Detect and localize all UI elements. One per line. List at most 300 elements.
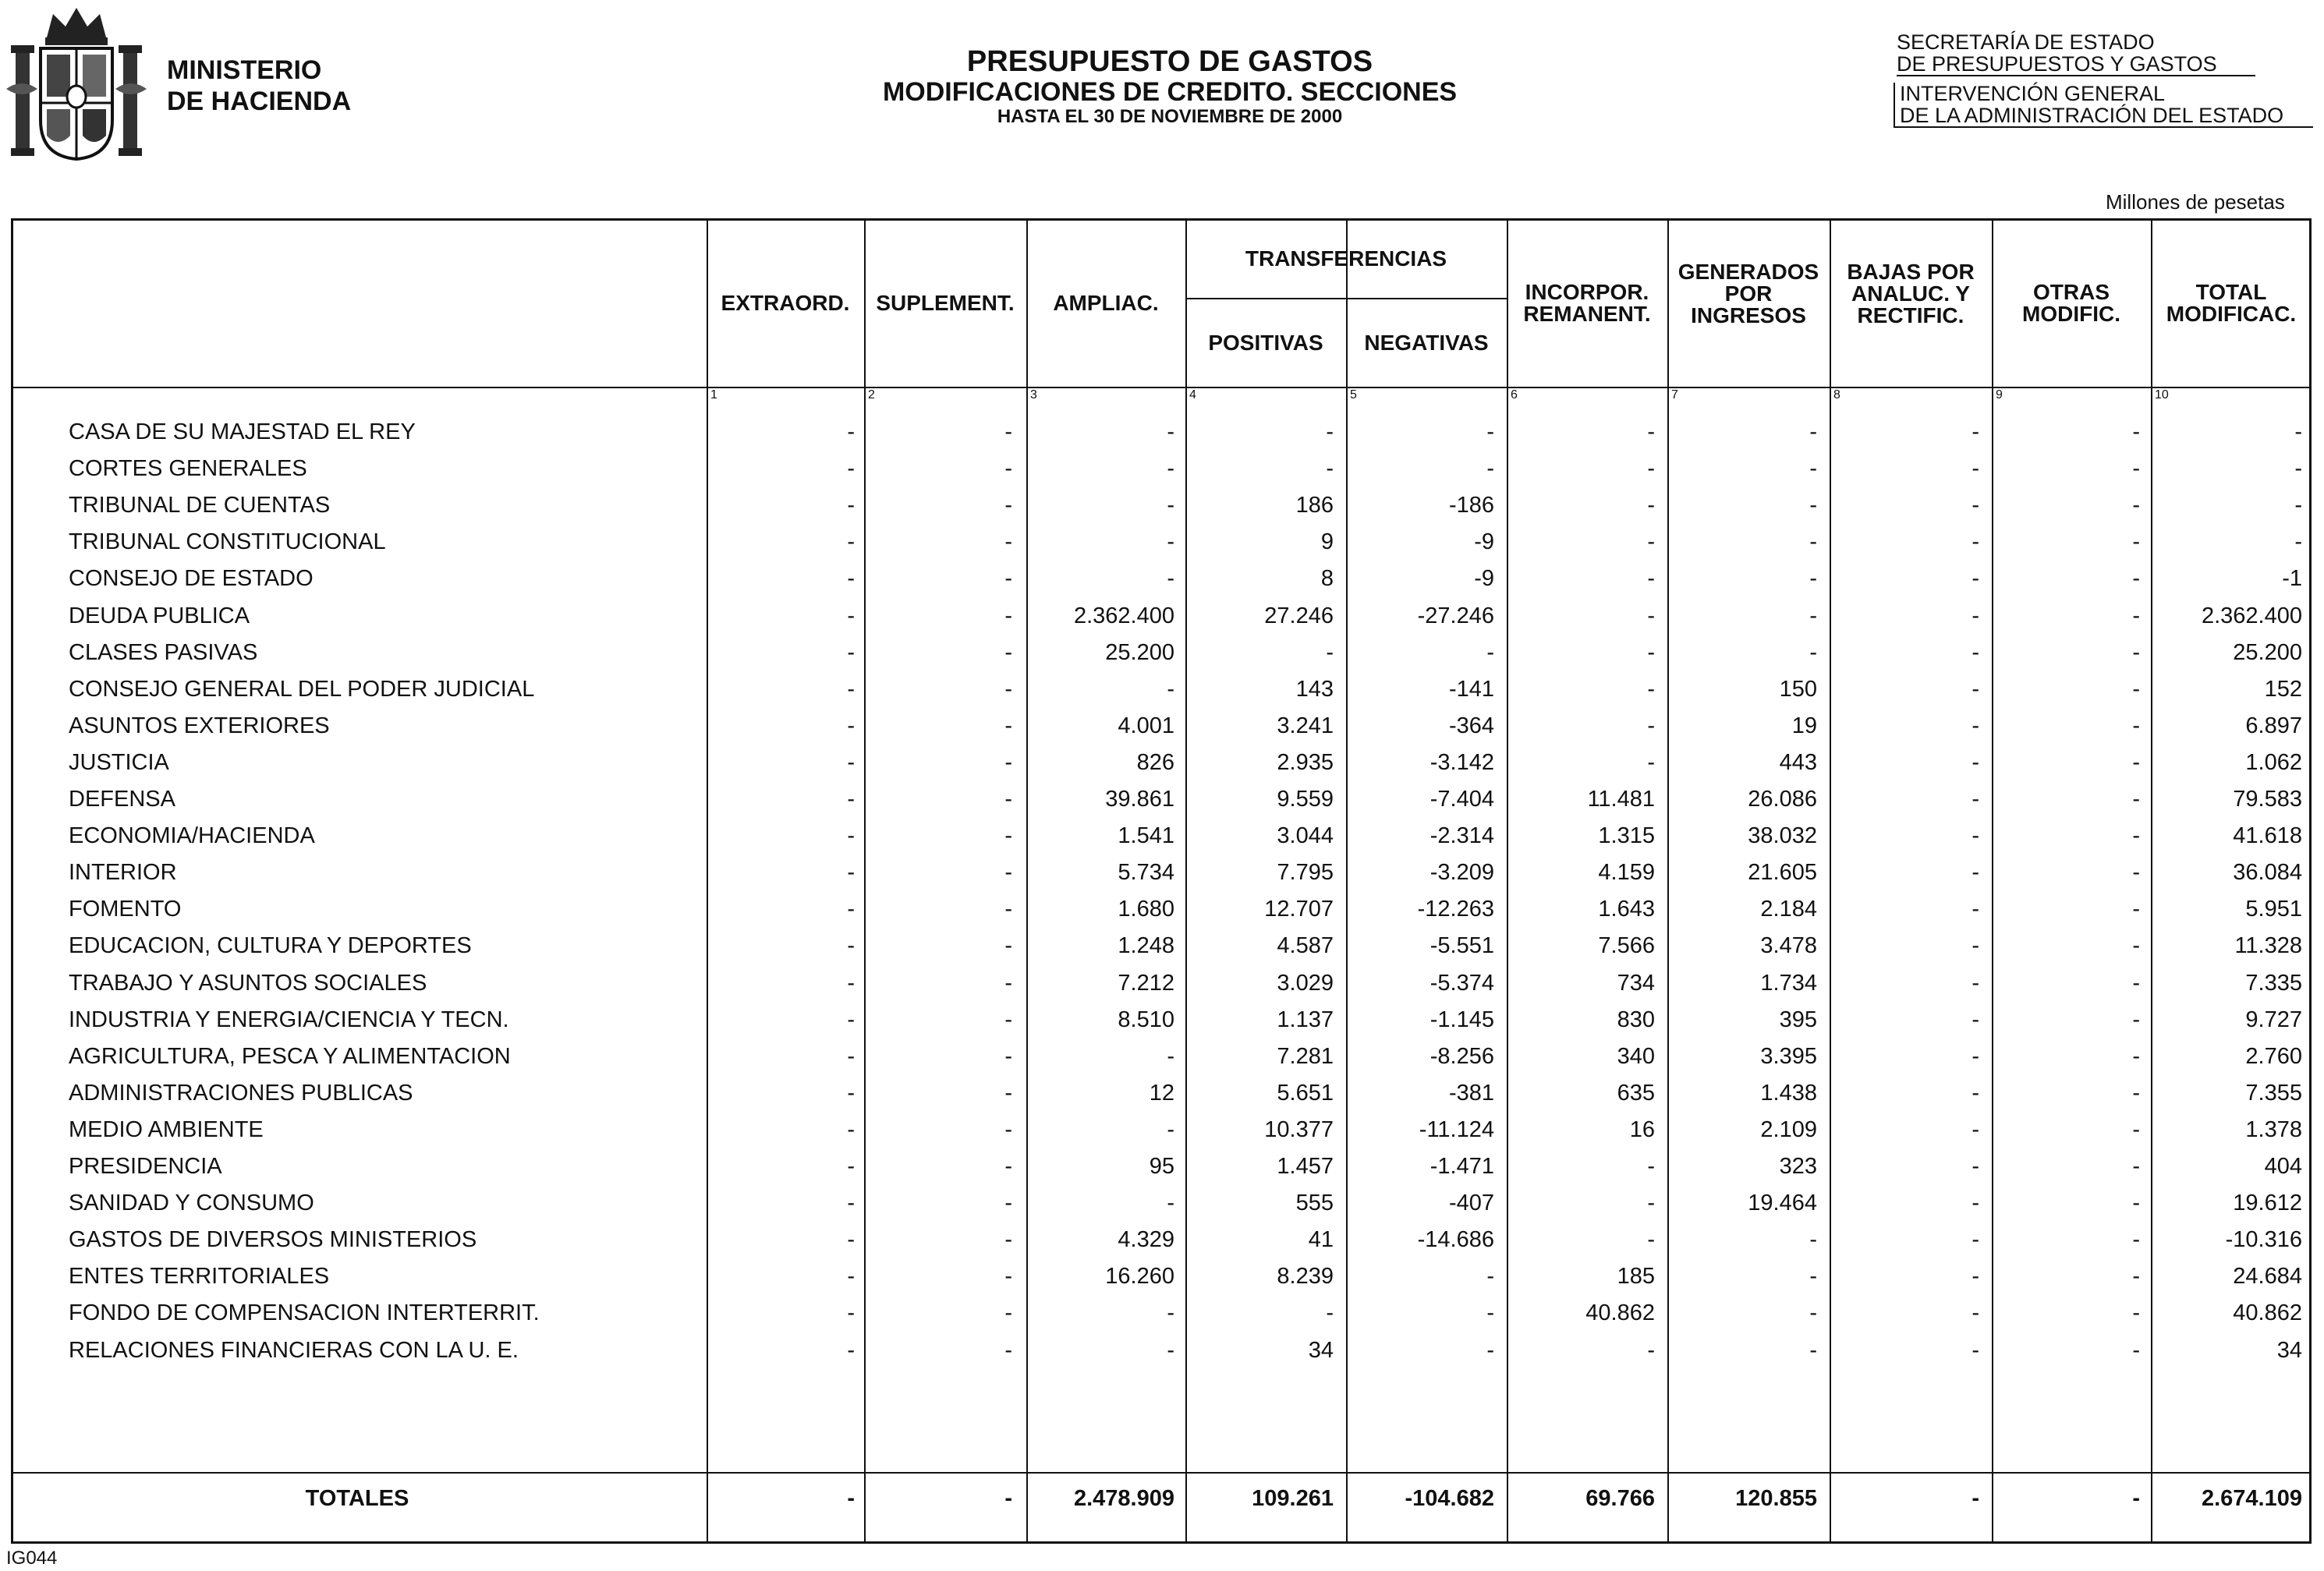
table-cell: 95 [1149, 1154, 1174, 1179]
header-total-modificac [2151, 220, 2312, 387]
table-cell: 4.001 [1118, 713, 1174, 738]
table-cell: - [1647, 676, 1655, 702]
table-cell: 19.612 [2233, 1191, 2302, 1216]
header-otras-modific [1992, 220, 2151, 387]
table-cell: 19 [1791, 713, 1817, 738]
table-cell: - [1809, 456, 1817, 482]
header-ampliac-label: AMPLIAC. [1053, 291, 1159, 315]
table-cell: 3.478 [1760, 933, 1817, 959]
table-cell: 12.707 [1264, 897, 1334, 922]
table-cell: - [1972, 566, 1979, 592]
table-cell: 4.329 [1118, 1227, 1174, 1253]
table-cell: - [1167, 456, 1174, 482]
table-cell: 340 [1617, 1043, 1655, 1069]
table-cell: - [1972, 1043, 1979, 1069]
table-cell: 8.239 [1277, 1264, 1334, 1290]
totals-cell: - [1972, 1486, 1979, 1511]
header-bajas-line-1: BAJAS POR [1847, 260, 1975, 284]
table-cell: 555 [1295, 1191, 1334, 1216]
column-number: 2 [868, 388, 875, 402]
header-suplement [864, 220, 1026, 387]
table-cell: - [847, 419, 855, 444]
row-label: CASA DE SU MAJESTAD EL REY [69, 419, 416, 444]
table-cell: 26.086 [1748, 787, 1817, 812]
row-label: TRABAJO Y ASUNTOS SOCIALES [69, 970, 427, 996]
secretaria-line-2: DE PRESUPUESTOS Y GASTOS [1897, 53, 2255, 76]
table-cell: - [1647, 1337, 1655, 1363]
header-transferencias [1185, 220, 1507, 298]
table-cell: 734 [1617, 970, 1655, 996]
header-generados-line-1: GENERADOS [1677, 260, 1819, 284]
header-otras-line-1: OTRAS [2033, 280, 2110, 304]
table-cell: - [1647, 603, 1655, 628]
header-extraord [707, 220, 864, 387]
table-cell: - [2132, 933, 2140, 959]
table-cell: 8 [1320, 566, 1334, 592]
table-cell: - [1004, 713, 1012, 738]
table-cell: 5.951 [2245, 897, 2302, 922]
table-cell: - [1004, 1191, 1012, 1216]
intervencion-line-1: INTERVENCIÓN GENERAL [1900, 82, 2166, 105]
table-cell: 39.861 [1105, 787, 1174, 812]
table-cell: - [1972, 1227, 1979, 1253]
table-cell: - [2132, 1337, 2140, 1363]
table-cell: - [1647, 639, 1655, 665]
table-cell: - [1972, 529, 1979, 555]
table-cell: - [1167, 1116, 1174, 1142]
table-cell: - [847, 970, 855, 996]
table-cell: - [1972, 860, 1979, 886]
table-cell: 36.084 [2233, 860, 2302, 886]
table-cell: 34 [1308, 1337, 1334, 1363]
header-bajas-por-analuc [1830, 220, 1992, 368]
row-label: TRIBUNAL CONSTITUCIONAL [69, 529, 386, 555]
header-incorpor-line-2: REMANENT. [1523, 302, 1651, 326]
table-cell: 635 [1617, 1080, 1655, 1106]
table-cell: 4.587 [1277, 933, 1334, 959]
header-transferencias-label: TRANSFERENCIAS [1245, 246, 1447, 271]
table-cell: - [1486, 456, 1494, 482]
row-label: ASUNTOS EXTERIORES [69, 713, 330, 738]
column-number: 10 [2155, 388, 2169, 402]
table-cell: - [1809, 529, 1817, 555]
header-suplement-label: SUPLEMENT. [876, 291, 1015, 315]
table-cell: - [1972, 970, 1979, 996]
totals-cell: - [2132, 1486, 2140, 1511]
totals-cell: 109.261 [1252, 1486, 1334, 1511]
table-cell: 9.727 [2245, 1007, 2302, 1032]
table-cell: - [2132, 749, 2140, 775]
table-cell: - [1972, 713, 1979, 738]
table-cell: 12 [1149, 1080, 1174, 1106]
table-cell: - [1004, 897, 1012, 922]
row-label: EDUCACION, CULTURA Y DEPORTES [69, 933, 472, 959]
table-cell: - [1647, 1154, 1655, 1179]
table-cell: - [2132, 493, 2140, 518]
report-title: PRESUPUESTO DE GASTOS [966, 45, 1373, 78]
table-cell: 1.315 [1598, 823, 1655, 849]
table-cell: -364 [1448, 713, 1494, 738]
table-cell: - [1486, 639, 1494, 665]
table-cell: -10.316 [2225, 1227, 2302, 1253]
report-title-block [780, 45, 1560, 128]
header-generados-por-ingresos [1667, 220, 1830, 368]
table-cell: - [1004, 1043, 1012, 1069]
table-cell: -3.142 [1429, 749, 1494, 775]
table-cell: 143 [1295, 676, 1334, 702]
table-cell: - [847, 823, 855, 849]
table-cell: - [2132, 529, 2140, 555]
table-cell: 2.760 [2245, 1043, 2302, 1069]
header-generados-line-2: POR [1724, 281, 1773, 306]
column-number: 3 [1030, 388, 1037, 402]
table-cell: 38.032 [1748, 823, 1817, 849]
table-cell: 9 [1320, 529, 1334, 555]
table-cell: - [2132, 1043, 2140, 1069]
table-cell: - [1004, 1154, 1012, 1179]
totals-cell: 2.674.109 [2201, 1486, 2302, 1511]
table-cell: 150 [1779, 676, 1817, 702]
table-cell: - [1004, 970, 1012, 996]
row-label: INDUSTRIA Y ENERGIA/CIENCIA Y TECN. [69, 1007, 509, 1032]
table-cell: -12.263 [1417, 897, 1494, 922]
row-label: TRIBUNAL DE CUENTAS [69, 493, 331, 518]
table-cell: - [1167, 419, 1174, 444]
table-cell: - [1972, 1300, 1979, 1326]
row-label: ECONOMIA/HACIENDA [69, 823, 315, 849]
table-cell: 41.618 [2233, 823, 2302, 849]
table-cell: 3.029 [1277, 970, 1334, 996]
table-cell: - [1326, 456, 1334, 482]
table-cell: - [2132, 1007, 2140, 1032]
table-cell: 323 [1779, 1154, 1817, 1179]
table-cell: - [2294, 493, 2302, 518]
column-number: 8 [1833, 388, 1840, 402]
table-cell: 443 [1779, 749, 1817, 775]
table-cell: - [847, 566, 855, 592]
table-cell: - [2132, 1300, 2140, 1326]
table-cell: 6.897 [2245, 713, 2302, 738]
table-cell: -27.246 [1417, 603, 1494, 628]
table-cell: - [1809, 1337, 1817, 1363]
table-cell: - [2132, 1227, 2140, 1253]
table-cell: - [1972, 1080, 1979, 1106]
table-cell: - [1486, 1337, 1494, 1363]
column-number: 4 [1189, 388, 1196, 402]
header-divider [11, 387, 2312, 388]
table-cell: 7.281 [1277, 1043, 1334, 1069]
table-cell: - [2132, 1191, 2140, 1216]
table-cell: - [1004, 1007, 1012, 1032]
secretaria-block [1897, 31, 2255, 76]
table-cell: - [1647, 713, 1655, 738]
table-cell: - [1972, 1264, 1979, 1290]
ministry-line-2: DE HACIENDA [167, 87, 352, 116]
row-label: AGRICULTURA, PESCA Y ALIMENTACION [69, 1043, 511, 1069]
table-cell: - [2132, 419, 2140, 444]
table-cell: - [847, 1227, 855, 1253]
totals-cell: 2.478.909 [1073, 1486, 1174, 1511]
table-cell: 2.109 [1760, 1116, 1817, 1142]
table-cell: -8.256 [1429, 1043, 1494, 1069]
table-cell: - [2294, 456, 2302, 482]
table-cell: -407 [1448, 1191, 1494, 1216]
header-extraord-label: EXTRAORD. [721, 291, 850, 315]
table-cell: - [847, 1191, 855, 1216]
table-cell: 1.062 [2245, 749, 2302, 775]
table-cell: - [1647, 1191, 1655, 1216]
table-cell: 3.395 [1760, 1043, 1817, 1069]
table-cell: - [847, 676, 855, 702]
table-cell: - [2132, 713, 2140, 738]
table-cell: 16 [1629, 1116, 1655, 1142]
totals-label: TOTALES [305, 1486, 409, 1511]
table-cell: 25.200 [2233, 639, 2302, 665]
table-cell: 1.378 [2245, 1116, 2302, 1142]
table-cell: 2.935 [1277, 749, 1334, 775]
table-cell: - [1809, 566, 1817, 592]
table-cell: - [1004, 787, 1012, 812]
table-cell: - [1167, 493, 1174, 518]
table-cell: - [1809, 493, 1817, 518]
row-label: CONSEJO GENERAL DEL PODER JUDICIAL [69, 676, 535, 702]
table-cell: 5.734 [1118, 860, 1174, 886]
table-cell: - [1972, 676, 1979, 702]
row-label: CLASES PASIVAS [69, 639, 258, 665]
secretaria-line-1: SECRETARÍA DE ESTADO [1897, 30, 2155, 54]
table-cell: - [1972, 787, 1979, 812]
table-cell: - [1326, 419, 1334, 444]
table-cell: - [1004, 456, 1012, 482]
table-cell: - [847, 639, 855, 665]
table-cell: - [847, 1154, 855, 1179]
table-cell: 1.680 [1118, 897, 1174, 922]
table-cell: 1.643 [1598, 897, 1655, 922]
table-cell: 1.541 [1118, 823, 1174, 849]
table-cell: - [1167, 566, 1174, 592]
header-negativas [1346, 299, 1507, 387]
intervencion-block [1894, 83, 2313, 128]
table-cell: - [1486, 1300, 1494, 1326]
table-cell: 40.862 [1585, 1300, 1655, 1326]
header-generados-line-3: INGRESOS [1691, 303, 1806, 327]
table-cell: - [2132, 676, 2140, 702]
row-label: FONDO DE COMPENSACION INTERTERRIT. [69, 1300, 540, 1326]
table-cell: 5.651 [1277, 1080, 1334, 1106]
table-cell: - [1972, 1154, 1979, 1179]
table-cell: - [1647, 749, 1655, 775]
table-cell: - [2132, 970, 2140, 996]
table-cell: - [2132, 860, 2140, 886]
column-number: 9 [1996, 388, 2003, 402]
row-label: SANIDAD Y CONSUMO [69, 1191, 314, 1216]
table-cell: - [847, 1264, 855, 1290]
row-label: FOMENTO [69, 897, 182, 922]
table-cell: - [847, 860, 855, 886]
table-cell: 152 [2264, 676, 2302, 702]
table-cell: - [1004, 860, 1012, 886]
table-cell: 826 [1136, 749, 1174, 775]
table-cell: 24.684 [2233, 1264, 2302, 1290]
row-label: MEDIO AMBIENTE [69, 1116, 264, 1142]
table-cell: - [2132, 897, 2140, 922]
table-cell: - [1167, 1337, 1174, 1363]
table-cell: - [1004, 603, 1012, 628]
table-cell: - [1004, 1300, 1012, 1326]
table-cell: -3.209 [1429, 860, 1494, 886]
column-number: 5 [1350, 388, 1357, 402]
column-number: 1 [710, 388, 717, 402]
units-label: Millones de pesetas [2106, 190, 2285, 214]
table-cell: - [1972, 456, 1979, 482]
header-total-line-2: MODIFICAC. [2166, 302, 2297, 326]
table-cell: -381 [1448, 1080, 1494, 1106]
table-cell: - [1167, 1300, 1174, 1326]
table-cell: - [2132, 1116, 2140, 1142]
table-cell: - [1004, 1116, 1012, 1142]
header-incorpor-line-1: INCORPOR. [1525, 280, 1649, 304]
table-cell: - [1647, 456, 1655, 482]
table-cell: - [2132, 566, 2140, 592]
table-cell: 21.605 [1748, 860, 1817, 886]
table-cell: 1.137 [1277, 1007, 1334, 1032]
table-cell: - [1972, 1007, 1979, 1032]
table-cell: - [1004, 1337, 1012, 1363]
table-cell: 41 [1308, 1227, 1334, 1253]
totals-divider [11, 1472, 2312, 1474]
table-cell: -11.124 [1419, 1116, 1494, 1142]
row-label: ADMINISTRACIONES PUBLICAS [69, 1080, 413, 1106]
table-cell: -2.314 [1429, 823, 1494, 849]
table-cell: - [847, 749, 855, 775]
form-code: IG044 [6, 1548, 58, 1569]
report-period: HASTA EL 30 DE NOVIEMBRE DE 2000 [997, 106, 1343, 127]
table-cell: 404 [2264, 1154, 2302, 1179]
table-cell: - [1004, 639, 1012, 665]
table-cell: - [1486, 419, 1494, 444]
header-positivas [1185, 299, 1346, 387]
header-incorpor-remanent [1507, 220, 1667, 387]
table-cell: - [1004, 749, 1012, 775]
table-cell: - [1809, 603, 1817, 628]
row-label: INTERIOR [69, 860, 177, 886]
header-positivas-label: POSITIVAS [1208, 331, 1323, 355]
column-number: 6 [1511, 388, 1518, 402]
table-cell: 3.241 [1277, 713, 1334, 738]
table-cell: - [1647, 493, 1655, 518]
table-cell: 1.734 [1760, 970, 1817, 996]
coat-of-arms-emblem [6, 3, 147, 164]
table-cell: - [1972, 493, 1979, 518]
table-cell: - [1326, 1300, 1334, 1326]
totals-cell: -104.682 [1405, 1486, 1494, 1511]
table-cell: 7.566 [1598, 933, 1655, 959]
table-cell: - [847, 713, 855, 738]
row-label: PRESIDENCIA [69, 1154, 222, 1179]
row-label: RELACIONES FINANCIERAS CON LA U. E. [69, 1337, 519, 1363]
row-label: CORTES GENERALES [69, 456, 307, 482]
table-cell: 1.438 [1760, 1080, 1817, 1106]
row-label: DEUDA PUBLICA [69, 603, 250, 628]
table-cell: - [1004, 1227, 1012, 1253]
table-cell: - [847, 529, 855, 555]
table-cell: - [2132, 1154, 2140, 1179]
table-cell: -14.686 [1417, 1227, 1494, 1253]
table-cell: - [2132, 787, 2140, 812]
header-bajas-line-3: RECTIFIC. [1857, 303, 1964, 327]
table-cell: - [1972, 749, 1979, 775]
column-number: 7 [1671, 388, 1678, 402]
header-bajas-line-2: ANALUC. Y [1851, 281, 1970, 306]
table-cell: - [1647, 1227, 1655, 1253]
table-cell: - [2132, 603, 2140, 628]
table-cell: -1.145 [1429, 1007, 1494, 1032]
table-cell: - [1004, 419, 1012, 444]
table-cell: - [1809, 639, 1817, 665]
table-cell: - [2132, 1080, 2140, 1106]
table-cell: 7.355 [2245, 1080, 2302, 1106]
table-cell: - [847, 1007, 855, 1032]
totals-cell: - [1004, 1486, 1012, 1511]
row-label: CONSEJO DE ESTADO [69, 566, 314, 592]
table-cell: 2.362.400 [2201, 603, 2302, 628]
table-cell: - [1972, 933, 1979, 959]
table-cell: -1 [2282, 566, 2302, 592]
table-cell: - [1972, 823, 1979, 849]
table-cell: 11.328 [2234, 933, 2302, 959]
table-cell: - [1809, 1300, 1817, 1326]
table-cell: - [1972, 1116, 1979, 1142]
table-cell: -9 [1474, 566, 1494, 592]
table-cell: - [847, 1116, 855, 1142]
table-cell: - [1004, 566, 1012, 592]
table-cell: - [2294, 529, 2302, 555]
table-cell: - [1972, 897, 1979, 922]
table-cell: 185 [1617, 1264, 1655, 1290]
totals-cell: - [847, 1486, 855, 1511]
table-cell: - [1167, 1191, 1174, 1216]
table-cell: 79.583 [2233, 787, 2302, 812]
header-ampliac [1026, 220, 1185, 387]
table-cell: -186 [1448, 493, 1494, 518]
totals-cell: 69.766 [1585, 1486, 1655, 1511]
table-cell: 1.248 [1118, 933, 1174, 959]
table-cell: 40.862 [2233, 1300, 2302, 1326]
table-cell: - [1167, 676, 1174, 702]
table-cell: 34 [2276, 1337, 2302, 1363]
table-cell: - [1326, 639, 1334, 665]
table-cell: - [2132, 456, 2140, 482]
table-cell: - [1972, 1191, 1979, 1216]
report-subtitle: MODIFICACIONES DE CREDITO. SECCIONES [882, 77, 1458, 107]
table-cell: - [1004, 493, 1012, 518]
table-cell: 11.481 [1587, 787, 1655, 812]
row-label: JUSTICIA [69, 749, 169, 775]
table-cell: - [847, 1300, 855, 1326]
table-cell: - [2132, 823, 2140, 849]
table-cell: 7.335 [2245, 970, 2302, 996]
table-cell: - [1647, 566, 1655, 592]
table-cell: 7.212 [1118, 970, 1174, 996]
ministry-line-1: MINISTERIO [167, 55, 322, 85]
table-cell: 8.510 [1118, 1007, 1174, 1032]
table-cell: - [847, 1337, 855, 1363]
table-cell: - [847, 933, 855, 959]
table-cell: - [847, 456, 855, 482]
header-negativas-label: NEGATIVAS [1364, 331, 1489, 355]
table-cell: - [847, 1080, 855, 1106]
table-cell: - [847, 1043, 855, 1069]
